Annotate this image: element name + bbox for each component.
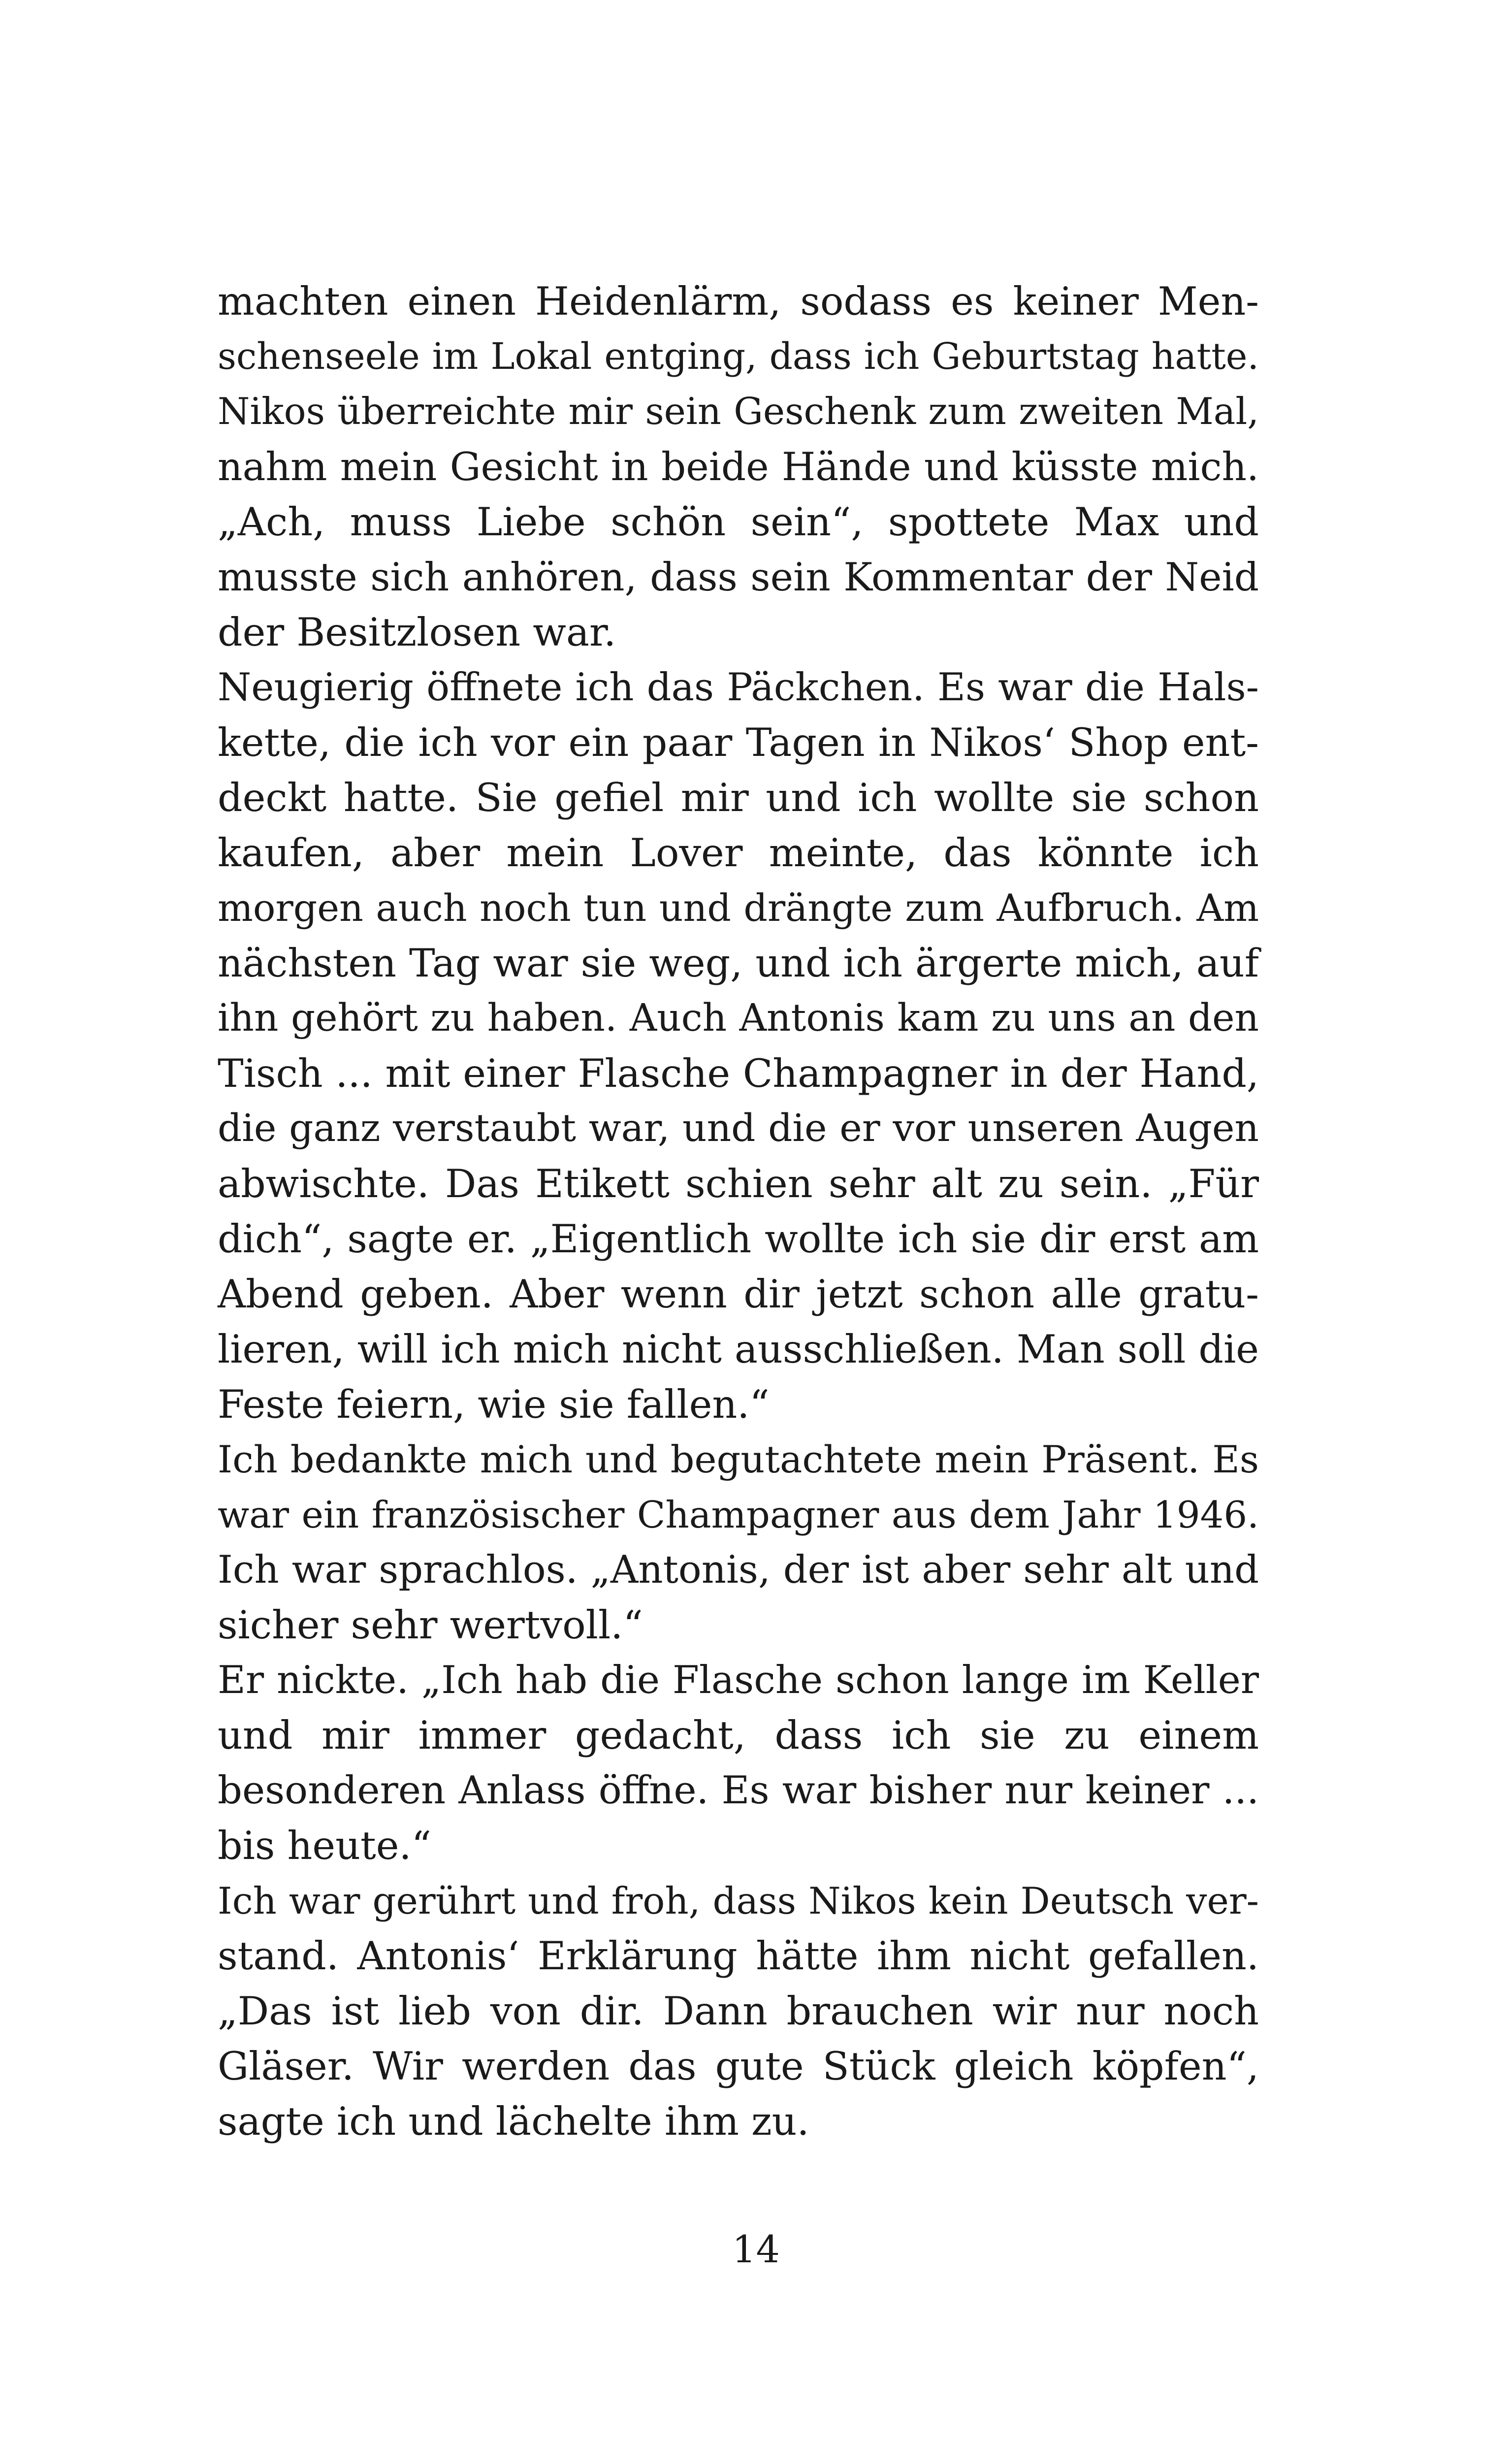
text-line: der Besitzlosen war. xyxy=(218,610,616,655)
text-line: lieren, will ich mich nicht ausschließen. Man soll die xyxy=(218,1327,1259,1372)
text-line: nächsten Tag war sie weg, und ich ärgerte mich, auf xyxy=(218,941,1259,986)
text-line: „Das ist lieb von dir. Dann brauchen wir nur noch xyxy=(218,1988,1259,2034)
text-line: bis heute.“ xyxy=(218,1823,431,1868)
text-line: war ein französischer Champagner aus dem Jahr 1946. xyxy=(218,1493,1259,1536)
text-line: Ich war sprachlos. „Antonis, der ist aber sehr alt und xyxy=(218,1548,1259,1592)
text-line: Ich war gerührt und froh, dass Nikos kein Deutsch ver- xyxy=(218,1879,1259,1922)
body-text xyxy=(218,274,1259,2149)
text-line: nahm mein Gesicht in beide Hände und küsste mich. xyxy=(218,444,1259,489)
text-line: Nikos überreichte mir sein Geschenk zum zweiten Mal, xyxy=(218,390,1259,433)
text-line: stand. Antonis‘ Erklärung hätte ihm nicht gefallen. xyxy=(218,1933,1259,1979)
text-line: Feste feiern, wie sie fallen.“ xyxy=(218,1382,770,1427)
text-line: kaufen, aber mein Lover meinte, das könnte ich xyxy=(218,830,1259,876)
text-line: deckt hatte. Sie gefiel mir und ich wollte sie schon xyxy=(218,775,1259,820)
text-line: „Ach, muss Liebe schön sein“, spottete Max und xyxy=(218,499,1259,545)
text-line: morgen auch noch tun und drängte zum Aufbruch. Am xyxy=(218,886,1259,930)
text-line: musste sich anhören, dass sein Kommentar der Neid xyxy=(218,554,1259,600)
text-line: Er nickte. „Ich hab die Flasche schon lange im Keller xyxy=(218,1658,1259,1702)
text-line: Tisch ... mit einer Flasche Champagner in der Hand, xyxy=(218,1051,1259,1096)
text-line: besonderen Anlass öffne. Es war bisher nur keiner ... xyxy=(218,1768,1259,1813)
text-line: abwischte. Das Etikett schien sehr alt zu sein. „Für xyxy=(218,1161,1259,1206)
text-line: dich“, sagte er. „Eigentlich wollte ich sie dir erst am xyxy=(218,1216,1259,1262)
text-line: Neugierig öffnete ich das Päckchen. Es war die Hals- xyxy=(218,665,1259,710)
text-line: die ganz verstaubt war, und die er vor unseren Augen xyxy=(218,1107,1259,1150)
text-line: ihn gehört zu haben. Auch Antonis kam zu uns an den xyxy=(218,996,1259,1040)
text-line: und mir immer gedacht, dass ich sie zu einem xyxy=(218,1713,1259,1758)
text-line: Abend geben. Aber wenn dir jetzt schon alle gratu- xyxy=(218,1271,1259,1317)
text-line: sagte ich und lächelte ihm zu. xyxy=(218,2099,809,2144)
text-line: kette, die ich vor ein paar Tagen in Nikos‘ Shop ent- xyxy=(218,720,1259,765)
text-line: machten einen Heidenlärm, sodass es keiner Men- xyxy=(218,279,1259,324)
text-line: Gläser. Wir werden das gute Stück gleich köpfen“, xyxy=(218,2044,1259,2089)
text-line: schenseele im Lokal entging, dass ich Geburtstag hatte. xyxy=(218,335,1259,378)
page-number: 14 xyxy=(732,2227,780,2271)
text-line: Ich bedankte mich und begutachtete mein Präsent. Es xyxy=(218,1437,1259,1481)
text-line: sicher sehr wertvoll.“ xyxy=(218,1602,643,1648)
